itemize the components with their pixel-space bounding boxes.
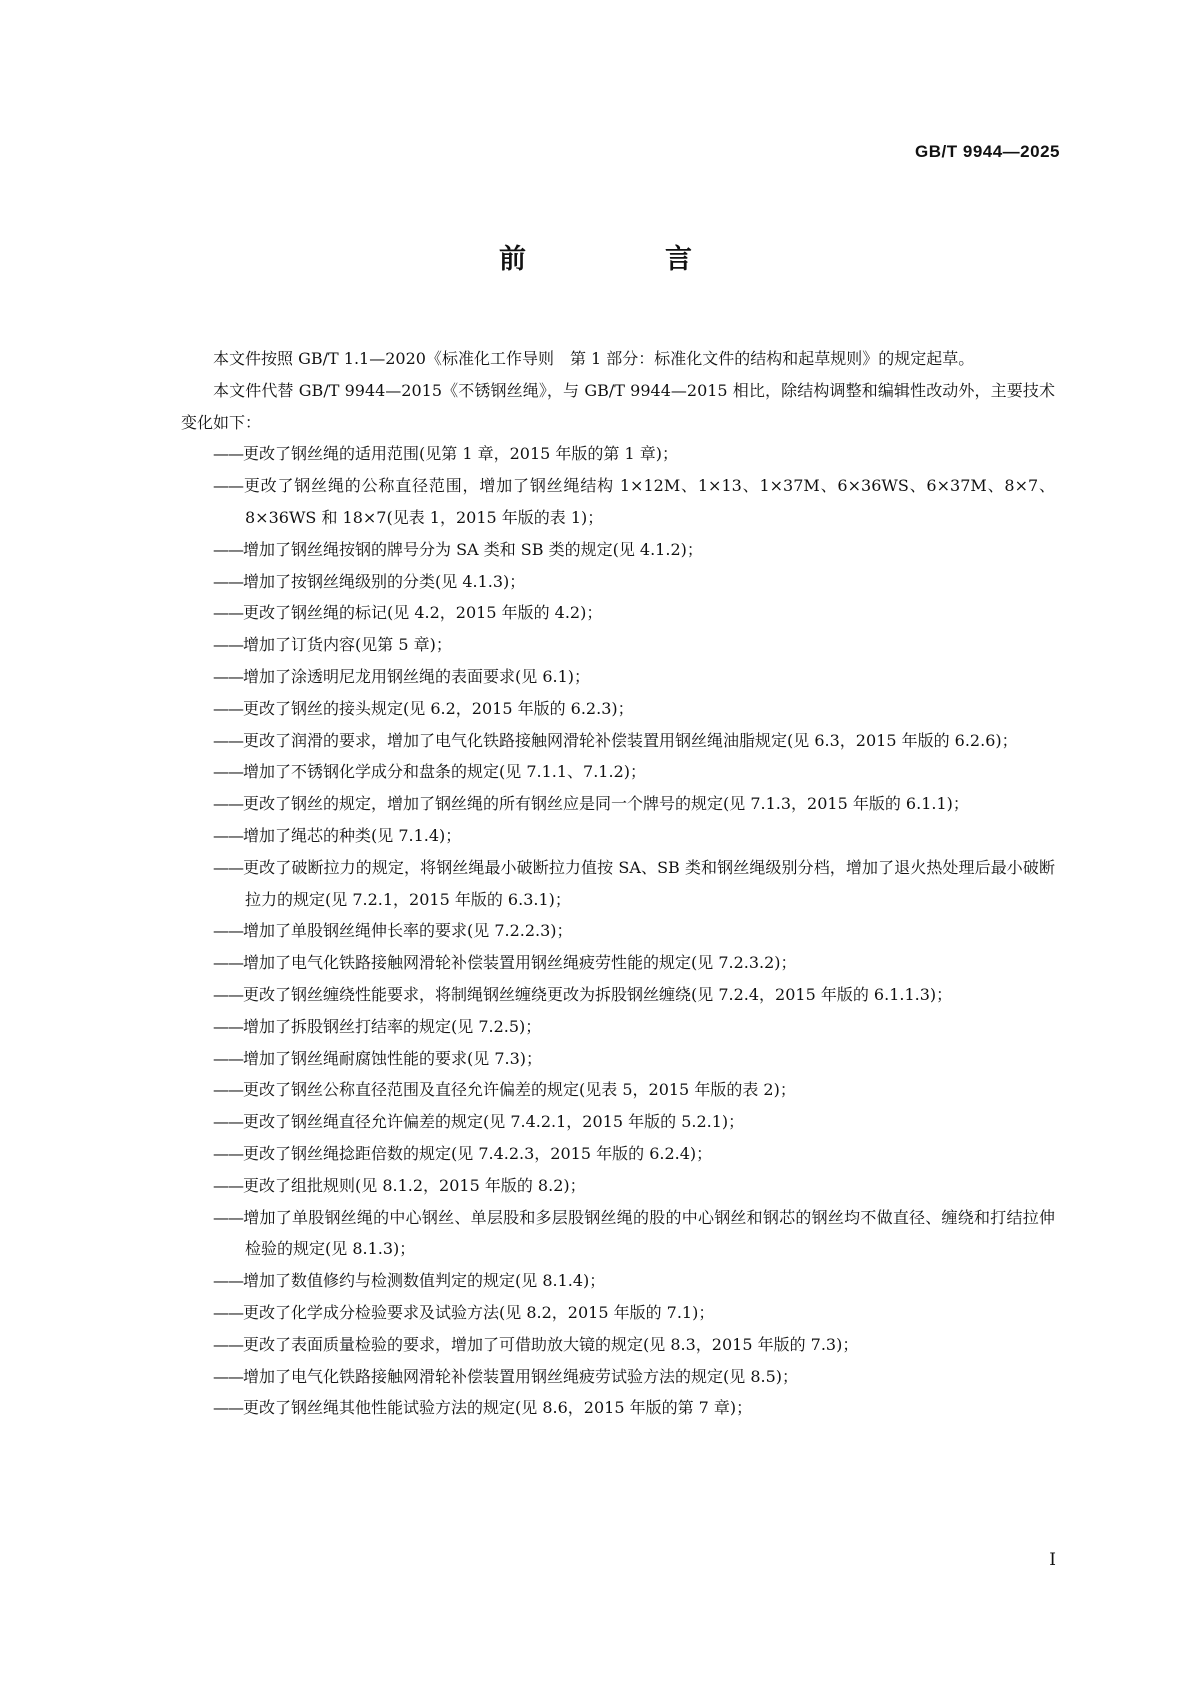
dash-marker: —— [213,1334,243,1354]
dash-marker: —— [213,1112,243,1132]
standard-number: GB/T 9944—2025 [915,142,1060,161]
list-item: ——更改了钢丝的接头规定(见 6.2，2015 年版的 6.2.3)； [213,698,634,718]
list-item: ——更改了组批规则(见 8.1.2，2015 年版的 8.2)； [213,1175,586,1195]
dash-marker: —— [213,1143,243,1163]
list-item: ——增加了不锈钢化学成分和盘条的规定(见 7.1.1、7.1.2)； [213,762,646,782]
dash-marker: —— [213,762,243,782]
page-title: 前 言 [499,244,748,275]
paragraph-drafting-basis: 本文件按照 GB/T 1.1—2020《标准化工作导则 第 1 部分：标准化文件的结构和起草规则》的规定起草。 [213,349,975,368]
list-item: ——增加了按钢丝绳级别的分类(见 4.1.3)； [213,571,526,591]
list-item: ——增加了数值修约与检测数值判定的规定(见 8.1.4)； [213,1271,606,1291]
list-item: ——更改了钢丝绳捻距倍数的规定(见 7.4.2.3，2015 年版的 6.2.4)； [213,1143,713,1163]
list-item: ——更改了化学成分检验要求及试验方法(见 8.2，2015 年版的 7.1)； [213,1302,715,1322]
technical-changes-list [181,438,1055,1424]
list-item: ——更改了钢丝绳其他性能试验方法的规定(见 8.6，2015 年版的第 7 章)； [213,1398,753,1418]
list-item: ——更改了钢丝的规定，增加了钢丝绳的所有钢丝应是同一个牌号的规定(见 7.1.3，2015 年版的 6.1.1)； [213,794,969,814]
list-item: ——增加了涂透明尼龙用钢丝绳的表面要求(见 6.1)； [213,666,591,686]
dash-marker: —— [213,1016,243,1036]
dash-marker: —— [213,444,243,464]
list-item: ——增加了拆股钢丝打结率的规定(见 7.2.5)； [213,1016,542,1036]
dash-marker: —— [213,1080,243,1100]
dash-marker: —— [213,953,243,973]
dash-marker: —— [213,1175,243,1195]
list-item: ——增加了钢丝绳按钢的牌号分为 SA 类和 SB 类的规定(见 4.1.2)； [213,539,703,559]
dash-marker: —— [213,603,243,623]
dash-marker: —— [213,825,243,845]
page-number: I [1049,1550,1056,1570]
dash-marker: —— [213,921,243,941]
list-item: ——增加了绳芯的种类(见 7.1.4)； [213,825,462,845]
list-item: ——增加了钢丝绳耐腐蚀性能的要求(见 7.3)； [213,1048,543,1068]
dash-marker: —— [213,571,243,591]
list-item: ——更改了钢丝绳的公称直径范围，增加了钢丝绳结构 1×12M、1×13、1×37M、6×36WS、6×37M、8×7、8×36WS 和 18×7(见表 1，2015 年版的表 1)； [213,476,1055,527]
dash-marker: —— [213,1207,243,1227]
list-item: ——更改了润滑的要求，增加了电气化铁路接触网滑轮补偿装置用钢丝绳油脂规定(见 6.3，2015 年版的 6.2.6)； [213,730,1018,750]
dash-marker: —— [213,476,243,496]
list-item: ——增加了单股钢丝绳伸长率的要求(见 7.2.2.3)； [213,921,573,941]
list-item: ——更改了钢丝绳的适用范围(见第 1 章，2015 年版的第 1 章)； [213,444,678,464]
list-item: ——更改了破断拉力的规定，将钢丝绳最小破断拉力值按 SA、SB 类和钢丝绳级别分档，增加了退火热处理后最小破断拉力的规定(见 7.2.1，2015 年版的 6.3.1)； [213,857,1055,909]
dash-marker: —— [213,1302,243,1322]
paragraph-replacement-statement: 本文件代替 GB/T 9944—2015《不锈钢丝绳》，与 GB/T 9944—2015 相比，除结构调整和编辑性改动外，主要技术变化如下： [181,380,1055,432]
dash-marker: —— [213,1366,243,1386]
list-item: ——增加了电气化铁路接触网滑轮补偿装置用钢丝绳疲劳试验方法的规定(见 8.5)； [213,1366,799,1386]
dash-marker: —— [213,730,243,750]
list-item: ——更改了钢丝绳的标记(见 4.2，2015 年版的 4.2)； [213,603,603,623]
dash-marker: —— [213,1048,243,1068]
dash-marker: —— [213,1398,243,1418]
dash-marker: —— [213,698,243,718]
list-item: ——更改了钢丝缠绕性能要求，将制绳钢丝缠绕更改为拆股钢丝缠绕(见 7.2.4，2015 年版的 6.1.1.3)； [213,984,953,1004]
list-item: ——更改了钢丝公称直径范围及直径允许偏差的规定(见表 5，2015 年版的表 2)； [213,1080,796,1100]
dash-marker: —— [213,666,243,686]
dash-marker: —— [213,984,243,1004]
body-text [181,343,1055,1424]
dash-marker: —— [213,635,243,655]
dash-marker: —— [213,857,243,877]
list-item: ——更改了表面质量检验的要求，增加了可借助放大镜的规定(见 8.3，2015 年版的 7.3)； [213,1334,859,1354]
list-item: ——更改了钢丝绳直径允许偏差的规定(见 7.4.2.1，2015 年版的 5.2.1)； [213,1112,745,1132]
list-item: ——增加了电气化铁路接触网滑轮补偿装置用钢丝绳疲劳性能的规定(见 7.2.3.2)； [213,953,797,973]
dash-marker: —— [213,1271,243,1291]
dash-marker: —— [213,794,243,814]
list-item: ——增加了单股钢丝绳的中心钢丝、单层股和多层股钢丝绳的股的中心钢丝和钢芯的钢丝均不做直径、缠绕和打结拉伸检验的规定(见 8.1.3)； [213,1207,1055,1259]
list-item: ——增加了订货内容(见第 5 章)； [213,635,452,655]
dash-marker: —— [213,539,243,559]
